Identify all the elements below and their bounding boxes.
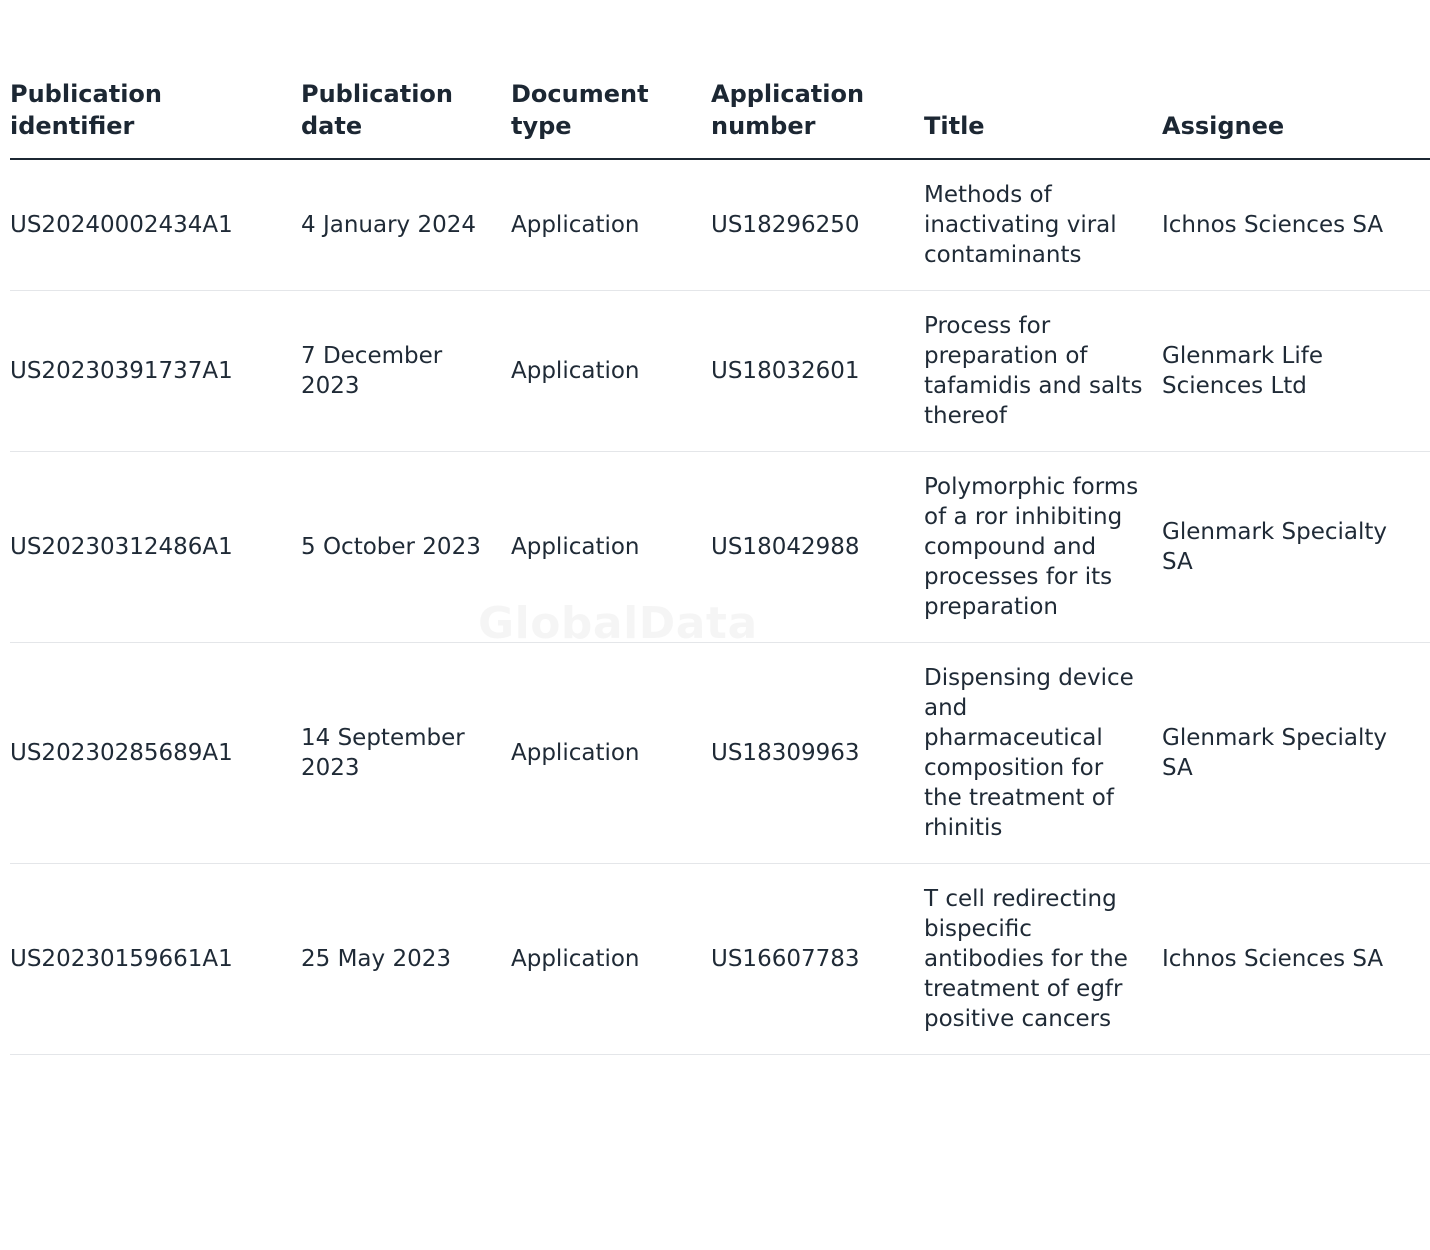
cell-document-type: Application [511, 452, 711, 643]
cell-publication-date: 7 December 2023 [301, 291, 511, 452]
cell-title: Polymorphic forms of a ror inhibiting compound and processes for its preparation [924, 452, 1162, 643]
cell-publication-date: 4 January 2024 [301, 159, 511, 291]
table-row [10, 643, 1430, 864]
patent-table-viewport [10, 0, 1388, 1250]
cell-publication-identifier: US20230285689A1 [10, 643, 301, 864]
header-title: Title [924, 76, 1162, 159]
header-assignee: Assignee [1162, 76, 1430, 159]
cell-application-number: US18309963 [711, 643, 924, 864]
cell-publication-identifier: US20230159661A1 [10, 864, 301, 1055]
cell-document-type: Application [511, 159, 711, 291]
cell-assignee: Glenmark Specialty SA [1162, 452, 1430, 643]
cell-assignee: Ichnos Sciences SA [1162, 864, 1430, 1055]
cell-title: T cell redirecting bispecific antibodies for the treatment of egfr positive cancers [924, 864, 1162, 1055]
cell-application-number: US18296250 [711, 159, 924, 291]
cell-publication-identifier: US20240002434A1 [10, 159, 301, 291]
table-row [10, 864, 1430, 1055]
table-row [10, 159, 1430, 291]
cell-assignee: Ichnos Sciences SA [1162, 159, 1430, 291]
cell-publication-identifier: US20230391737A1 [10, 291, 301, 452]
cell-publication-date: 5 October 2023 [301, 452, 511, 643]
table-row [10, 452, 1430, 643]
patent-table [10, 76, 1430, 1055]
table-header-row [10, 76, 1430, 159]
cell-publication-date: 14 September 2023 [301, 643, 511, 864]
cell-document-type: Application [511, 643, 711, 864]
cell-document-type: Application [511, 864, 711, 1055]
cell-publication-date: 25 May 2023 [301, 864, 511, 1055]
header-publication-identifier: Publication identifier [10, 76, 301, 159]
table-row [10, 291, 1430, 452]
cell-title: Dispensing device and pharmaceutical composition for the treatment of rhinitis [924, 643, 1162, 864]
cell-assignee: Glenmark Specialty SA [1162, 643, 1430, 864]
cell-document-type: Application [511, 291, 711, 452]
cell-title: Process for preparation of tafamidis and salts thereof [924, 291, 1162, 452]
cell-application-number: US18042988 [711, 452, 924, 643]
cell-application-number: US18032601 [711, 291, 924, 452]
header-application-number: Application number [711, 76, 924, 159]
cell-assignee: Glenmark Life Sciences Ltd [1162, 291, 1430, 452]
cell-title: Methods of inactivating viral contaminants [924, 159, 1162, 291]
header-publication-date: Publication date [301, 76, 511, 159]
cell-application-number: US16607783 [711, 864, 924, 1055]
header-document-type: Document type [511, 76, 711, 159]
cell-publication-identifier: US20230312486A1 [10, 452, 301, 643]
